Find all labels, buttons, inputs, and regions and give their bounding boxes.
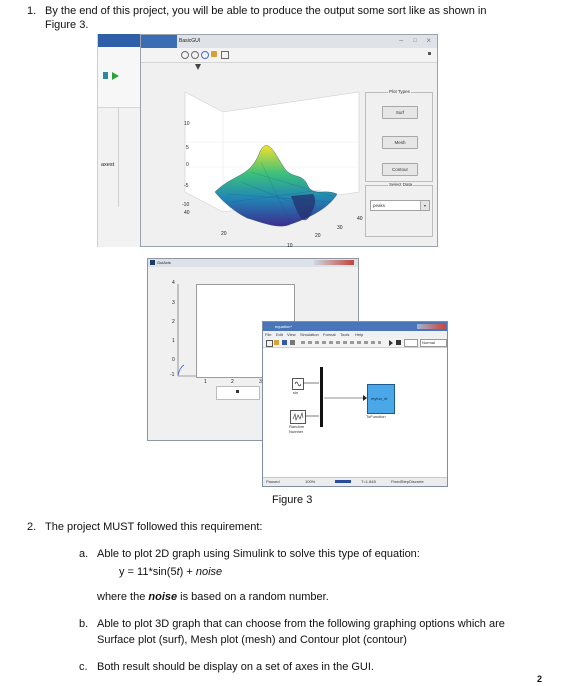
y-tick-2: 30 (337, 225, 343, 231)
scope-y-tick-4: 1 (172, 338, 175, 344)
plot-types-panel (365, 89, 433, 182)
sub-b-text: Able to plot 3D graph that can choose from the following graphing options which are (97, 618, 505, 630)
data-select[interactable] (370, 200, 430, 211)
mesh-button[interactable]: Mesh (382, 136, 418, 149)
sine-block-label: sin (293, 390, 299, 395)
menu-edit[interactable]: Edit (276, 332, 283, 337)
model-title: equation* (275, 324, 292, 329)
scope-y-tick-6: -1 (170, 372, 175, 378)
where-noise: noise (148, 591, 178, 603)
status-time: T=1.845 (361, 479, 376, 484)
z-tick-extra: 40 (184, 210, 190, 216)
status-percent: 100% (305, 479, 316, 484)
menu-help[interactable]: Help (355, 332, 364, 337)
item2-text: The project MUST followed this requirement: (45, 521, 263, 533)
data-select-value: peaks (373, 203, 386, 208)
scope-x-tick-2: 2 (231, 379, 234, 385)
left-label: axest (101, 162, 115, 168)
page-number: 2 (537, 674, 543, 684)
equation (119, 565, 222, 579)
maximize-icon[interactable]: □ (413, 38, 417, 44)
scope-trace (178, 365, 184, 375)
where-line (97, 590, 329, 604)
scope-x-tick-1: 1 (204, 379, 207, 385)
scope-title: GuiAxis (157, 260, 171, 265)
status-progress-bar (335, 480, 351, 483)
where-prefix: where the (97, 591, 149, 603)
random-block-label-1: Random (289, 424, 305, 429)
myfun-block-label: myfun_sf (371, 396, 388, 401)
sub-c-text: Both result should be display on a set of axes in the GUI. (97, 661, 374, 673)
gui-toolbar (141, 48, 437, 63)
close-icon[interactable]: × (426, 36, 431, 45)
pan-icon[interactable] (201, 51, 209, 59)
gui-titlebar (141, 35, 437, 49)
select-data-label: Select Data (389, 182, 413, 187)
item1-number: 1. (27, 5, 37, 17)
divider (118, 107, 119, 207)
gui-title: BasicGUI (179, 38, 201, 44)
scope-y-tick-1: 4 (172, 280, 175, 286)
minimize-icon[interactable]: – (399, 37, 403, 44)
rotate-icon[interactable] (221, 51, 229, 59)
sub-c-label: c. (79, 661, 88, 673)
scope-x-tick-3: 3 (259, 379, 262, 385)
item1-text: By the end of this project, you will be able to produce the output some sort like as shown in (45, 5, 487, 17)
status-ready: Paused (266, 479, 280, 484)
z-tick-4: -5 (184, 183, 189, 189)
scope-input-box[interactable] (216, 386, 260, 400)
left-window-titlebar (98, 34, 142, 47)
sub-a-text: Able to plot 2D graph using Simulink to solve this type of equation: (97, 548, 420, 560)
surf-button[interactable]: Surf (382, 106, 418, 119)
contour-button[interactable]: Contour (382, 163, 418, 176)
menu-simulation[interactable]: Simulation (300, 332, 319, 337)
select-data-panel (365, 182, 433, 237)
model-statusbar (263, 477, 447, 486)
zoom-in-icon[interactable] (181, 51, 189, 59)
item1-text-line2: Figure 3. (45, 19, 89, 31)
scope-input-marker (236, 390, 239, 393)
scope-y-tick-3: 2 (172, 319, 175, 325)
sub-a-label: a. (79, 548, 89, 560)
z-tick-5: -10 (182, 202, 190, 208)
z-tick-1: 10 (184, 121, 190, 127)
y-tick-3: 20 (315, 233, 321, 239)
model-connections (263, 322, 449, 488)
myfun-block[interactable] (367, 384, 395, 414)
menu-view[interactable]: View (287, 332, 296, 337)
simulink-model-window (262, 321, 448, 487)
zoom-out-icon[interactable] (191, 51, 199, 59)
menu-file[interactable]: File (265, 332, 272, 337)
y-tick-1: 40 (357, 216, 363, 222)
scope-y-tick-2: 3 (172, 300, 175, 306)
equation-noise: noise (195, 566, 223, 578)
left-partial-window (97, 34, 142, 247)
tofunction-label: ToFunction (366, 414, 386, 419)
equation-t: t (176, 566, 180, 578)
gui-figure-window (140, 34, 438, 247)
x-tick-1: 20 (221, 231, 227, 237)
surface-plot (141, 62, 366, 248)
x-tick-2: 10 (287, 243, 293, 249)
chevron-down-icon[interactable]: ▾ (420, 201, 429, 210)
sub-b-text-line2: Surface plot (surf), Mesh plot (mesh) and Contour plot (contour) (97, 634, 407, 646)
random-block-label-2: Number (289, 429, 304, 434)
run-icon[interactable] (112, 72, 119, 80)
sim-mode-value: Normal (422, 340, 435, 345)
where-suffix: is based on a random number. (177, 591, 329, 603)
sub-b-label: b. (79, 618, 89, 630)
toolbar-overflow-icon[interactable] (428, 52, 431, 55)
equation-mid: ) + (179, 566, 196, 578)
z-tick-2: 5 (186, 145, 189, 151)
data-cursor-icon[interactable] (211, 51, 217, 57)
scope-y-tick-5: 0 (172, 357, 175, 363)
figure-caption: Figure 3 (272, 494, 313, 506)
menu-format[interactable]: Format (323, 332, 336, 337)
model-icon (103, 72, 108, 79)
item2-number: 2. (27, 521, 37, 533)
plot-types-label: Plot Types (389, 89, 410, 94)
equation-prefix: y = 11*sin(5 (119, 566, 177, 578)
menu-tools[interactable]: Tools (340, 332, 350, 337)
status-solver: FixedStepDiscrete (391, 479, 424, 484)
z-tick-3: 0 (186, 162, 189, 168)
gui-title-accent (141, 35, 177, 48)
